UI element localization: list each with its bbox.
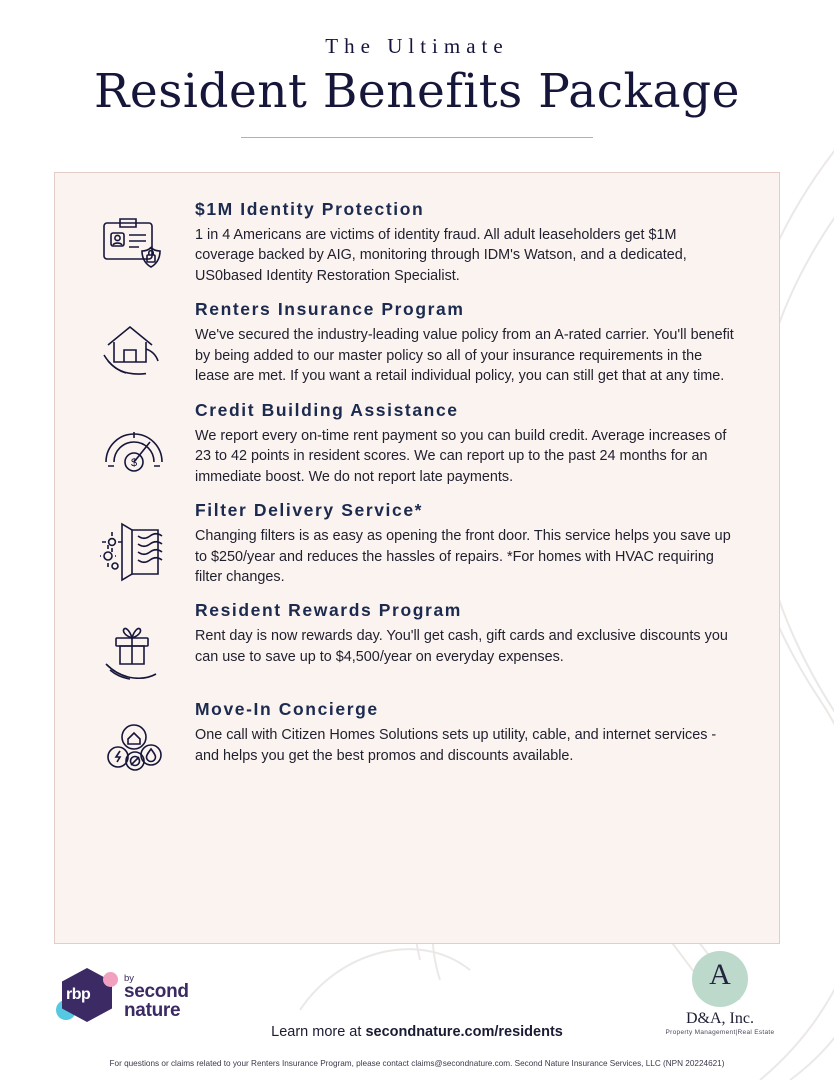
gift-in-hand-icon xyxy=(75,600,195,686)
benefit-body: Changing filters is as easy as opening the front door. This service helps you save up to $250/year and reduces the hassles of repairs. *For homes with HVAC requiring filter changes. xyxy=(195,528,731,585)
rbp-second-nature-logo xyxy=(56,966,189,1028)
credit-gauge-icon xyxy=(75,400,195,486)
benefit-title: Filter Delivery Service* xyxy=(195,500,424,521)
benefit-text xyxy=(195,500,749,587)
poster-footer xyxy=(0,944,834,1080)
da-monogram-icon xyxy=(692,951,748,1007)
benefit-title: $1M Identity Protection xyxy=(195,199,425,219)
footer-disclaimer: For questions or claims related to your Renters Insurance Program, please contact claims@secondnature.com. Second Nature Insurance Services, LLC (NPN 20224621) xyxy=(109,1059,725,1068)
hand-holding-house-icon xyxy=(75,299,195,385)
svg-text:$: $ xyxy=(130,456,138,469)
benefit-item xyxy=(75,699,749,785)
benefit-text xyxy=(195,600,749,667)
header-divider xyxy=(241,137,593,138)
pink-dot-icon xyxy=(103,972,118,987)
page-title: Resident Benefits Package xyxy=(94,64,740,119)
benefit-body: One call with Citizen Homes Solutions sets up utility, cable, and internet services - and helps you get the best promos and discounts available. xyxy=(195,727,717,764)
benefit-body: Rent day is now rewards day. You'll get cash, gift cards and exclusive discounts you can use to save up to $4,500/year on everyday expenses. xyxy=(195,628,728,665)
header-kicker: The Ultimate xyxy=(325,34,509,58)
secondnature-link[interactable]: secondnature.com/residents xyxy=(365,1024,563,1040)
benefits-card xyxy=(54,172,780,944)
benefit-item xyxy=(75,600,749,686)
da-company-name: D&A, Inc. xyxy=(686,1010,754,1027)
benefit-body: We report every on-time rent payment so you can build credit. Average increases of 23 to 42 points in resident scores. We can report up to the past 24 months for an immediate boost. We do not report late payments. xyxy=(195,427,727,485)
benefit-item xyxy=(75,299,749,386)
utilities-circles-icon xyxy=(75,699,195,785)
benefit-title: Resident Rewards Program xyxy=(195,600,462,621)
second-label: second xyxy=(124,981,189,1003)
benefit-item xyxy=(75,199,749,286)
da-company-tagline: Property Management|Real Estate xyxy=(665,1029,775,1036)
benefit-title: Renters Insurance Program xyxy=(195,299,465,320)
second-nature-wordmark xyxy=(124,974,189,1021)
benefit-body: We've secured the industry-leading value policy from an A-rated carrier. You'll benefit by being added to our master policy so all of your insurance requirements in the lease are met. If you want a retail individual policy, you can still get that at any time. xyxy=(195,327,734,385)
benefit-body: 1 in 4 Americans are victims of identity fraud. All adult leaseholders get $1M coverage backed by AIG, monitoring through IDM's Watson, and a dedicated, US0based Identity Restoration Specialist. xyxy=(195,227,687,284)
da-monogram-letter: A xyxy=(709,958,731,991)
benefit-text xyxy=(195,400,749,487)
nature-label: nature xyxy=(124,999,181,1021)
benefits-list xyxy=(55,173,779,798)
benefit-title: Credit Building Assistance xyxy=(195,399,459,420)
poster-header xyxy=(0,0,834,138)
rbp-wordmark: rbp xyxy=(66,986,91,1003)
air-filter-icon xyxy=(75,500,195,586)
rbp-badge-icon xyxy=(56,966,116,1028)
benefit-item xyxy=(75,500,749,587)
learn-more-line xyxy=(0,1024,834,1040)
benefit-text xyxy=(195,299,749,386)
benefit-item xyxy=(75,400,749,487)
learn-more-prefix: Learn more at xyxy=(271,1024,366,1040)
benefit-text xyxy=(195,699,749,766)
id-card-lock-icon xyxy=(75,199,195,285)
benefit-text xyxy=(195,199,749,286)
benefit-title: Move-In Concierge xyxy=(195,699,379,720)
by-label: by xyxy=(124,972,135,984)
